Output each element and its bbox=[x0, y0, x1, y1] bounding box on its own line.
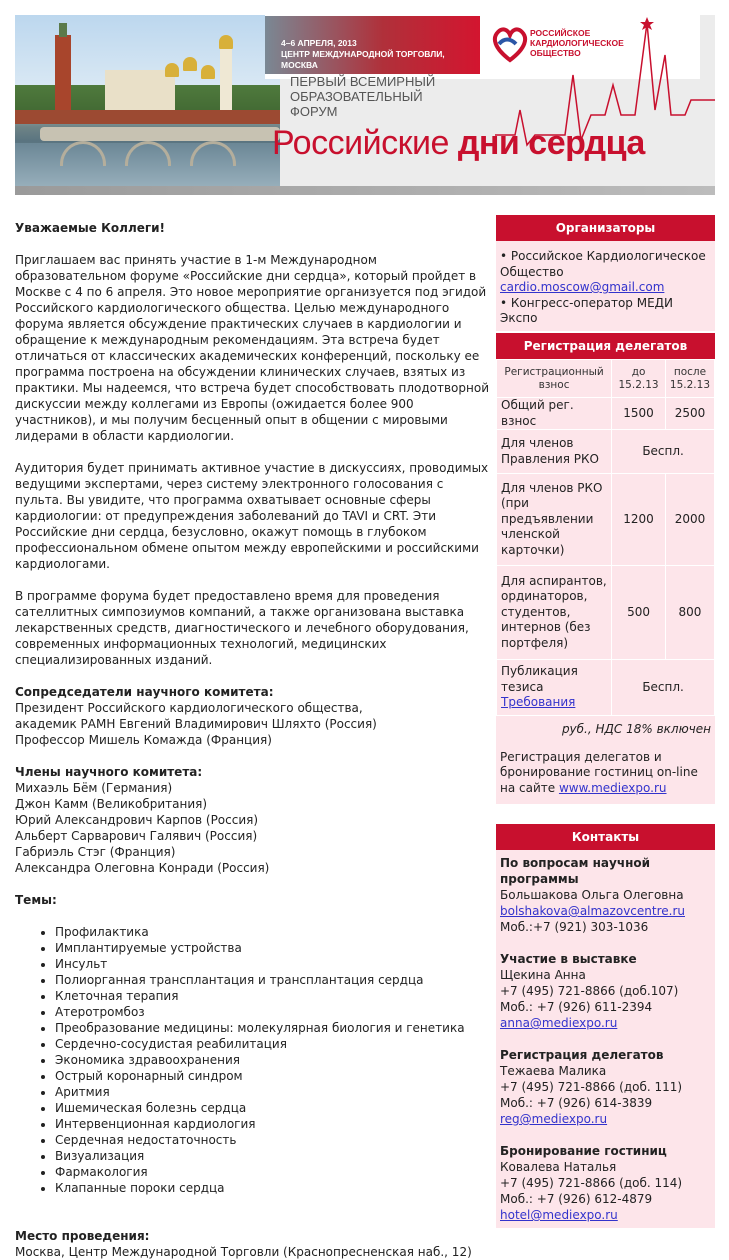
topic-item: • Фармакология bbox=[55, 1164, 490, 1180]
topic-item: • Полиорганная трансплантация и трансплантация сердца bbox=[55, 972, 490, 988]
fee-free: Беспл. bbox=[612, 430, 715, 474]
contact-email-link[interactable]: reg@mediexpo.ru bbox=[500, 1112, 608, 1126]
contact-line: Тежаева Малика bbox=[500, 1064, 607, 1078]
contact-line: Моб.: +7 (926) 611-2394 bbox=[500, 1000, 653, 1014]
committee-member: Юрий Александрович Карпов (Россия) bbox=[15, 813, 259, 827]
organizers-body bbox=[496, 241, 715, 331]
venue-text: Москва, Центр Международной Торговли (Краснопресненская наб., 12) bbox=[15, 1245, 472, 1259]
registration-box bbox=[496, 333, 715, 804]
forum-title-light: Российские bbox=[272, 124, 458, 162]
topic-item: • Экономика здравоохранения bbox=[55, 1052, 490, 1068]
forum-subtitle bbox=[290, 74, 460, 119]
topic-item: • Имплантируемые устройства bbox=[55, 940, 490, 956]
contact-line: +7 (495) 721-8866 (доб. 114) bbox=[500, 1176, 683, 1190]
table-row bbox=[497, 566, 715, 660]
committee-member: Габриэль Стэг (Франция) bbox=[15, 845, 176, 859]
fee-before: 1500 bbox=[612, 398, 666, 430]
topic-item: • Визуализация bbox=[55, 1148, 490, 1164]
fee-before: 500 bbox=[612, 566, 666, 660]
contact-title: По вопросам научной программы bbox=[500, 856, 651, 886]
contacts-heading: Контакты bbox=[496, 824, 715, 850]
forum-subtitle-line3: ФОРУМ bbox=[290, 104, 338, 119]
intro-paragraph-3: В программе форума будет предоставлено время для проведения сателлитных симпозиумов компаний, а также организована выставка лекарственных средств, диагностического и лечебного оборудования, современных информационных технологий, медицинских специализированных изданий. bbox=[15, 589, 469, 667]
contact-line: Большакова Ольга Олеговна bbox=[500, 888, 684, 902]
rko-logo-line3: ОБЩЕСТВО bbox=[530, 48, 581, 58]
fee-after: 2000 bbox=[665, 474, 714, 566]
contact-block bbox=[500, 1047, 711, 1127]
requirements-link[interactable]: Требования bbox=[501, 695, 576, 710]
contact-title: Участие в выставке bbox=[500, 952, 637, 966]
contact-line: Ковалева Наталья bbox=[500, 1160, 617, 1174]
fee-table bbox=[496, 359, 715, 716]
organizers-heading: Организаторы bbox=[496, 215, 715, 241]
topic-item: • Острый коронарный синдром bbox=[55, 1068, 490, 1084]
contact-title: Регистрация делегатов bbox=[500, 1048, 664, 1062]
committee-member: Александра Олеговна Конради (Россия) bbox=[15, 861, 270, 875]
contact-line: Моб.:+7 (921) 303-1036 bbox=[500, 920, 649, 934]
contact-block bbox=[500, 1143, 711, 1223]
organizer-email-link[interactable]: cardio.moscow@gmail.com bbox=[500, 280, 665, 294]
fee-row-label: Для аспирантов, ординаторов, студентов, интернов (без портфеля) bbox=[497, 566, 612, 660]
fee-after: 800 bbox=[665, 566, 714, 660]
topic-item: • Интервенционная кардиология bbox=[55, 1116, 490, 1132]
contact-line: Моб.: +7 (926) 614-3839 bbox=[500, 1096, 653, 1110]
forum-title-bold: дни сердца bbox=[457, 124, 645, 162]
venue-heading: Место проведения: bbox=[15, 1229, 150, 1243]
contact-line: +7 (495) 721-8866 (доб.107) bbox=[500, 984, 679, 998]
event-date: 4–6 АПРЕЛЯ, 2013 bbox=[281, 38, 357, 48]
vat-note: руб., НДС 18% включен bbox=[561, 722, 711, 736]
contact-line: Моб.: +7 (926) 612-4879 bbox=[500, 1192, 653, 1206]
topic-item: • Профилактика bbox=[55, 924, 490, 940]
forum-subtitle-line2: ОБРАЗОВАТЕЛЬНЫЙ bbox=[290, 89, 423, 104]
contacts-body bbox=[496, 850, 715, 1228]
col-after: после 15.2.13 bbox=[665, 360, 714, 398]
cochair-line: академик РАМН Евгений Владимирович Шляхто (Россия) bbox=[15, 717, 377, 731]
banner-bottom-strip bbox=[15, 186, 715, 195]
cochair-line: Президент Российского кардиологического общества, bbox=[15, 701, 363, 715]
contact-title: Бронирование гостиниц bbox=[500, 1144, 667, 1158]
contact-email-link[interactable]: bolshakova@almazovcentre.ru bbox=[500, 904, 685, 918]
intro-paragraph-2: Аудитория будет принимать активное участие в дискуссиях, проводимых ведущими экспертами, через систему электронного голосования с пульта. Вы увидите, что программа охватывает основные сферы кардиологии: от предупреждения заболеваний до TAVI и CRT. Эти Российские дни сердца, безусловно, окажут помощь в глубоком профессиональном обмене опытом между европейскими и российскими кардиологами. bbox=[15, 461, 489, 571]
organizer-rko: • Российское Кардиологическое Общество bbox=[500, 249, 706, 279]
contact-email-link[interactable]: anna@mediexpo.ru bbox=[500, 1016, 618, 1030]
organizer-item bbox=[500, 249, 709, 296]
contact-line: Щекина Анна bbox=[500, 968, 586, 982]
fee-after: 2500 bbox=[665, 398, 714, 430]
topic-item: • Клеточная терапия bbox=[55, 988, 490, 1004]
contact-block bbox=[500, 951, 711, 1031]
topic-item: • Атеротромбоз bbox=[55, 1004, 490, 1020]
topic-item: • Клапанные пороки сердца bbox=[55, 1180, 490, 1196]
fee-row-label: Для членов РКО (при предъявлении членской карточки) bbox=[497, 474, 612, 566]
topic-item: • Аритмия bbox=[55, 1084, 490, 1100]
cochairs-heading: Сопредседатели научного комитета: bbox=[15, 685, 274, 699]
col-fee-label: Регистрационный взнос bbox=[497, 360, 612, 398]
committee-member: Альберт Сарварович Галявич (Россия) bbox=[15, 829, 258, 843]
fee-before: 1200 bbox=[612, 474, 666, 566]
fee-table-header bbox=[497, 360, 715, 398]
registration-heading: Регистрация делегатов bbox=[496, 333, 715, 359]
fee-row-label: Для членов Правления РКО bbox=[497, 430, 612, 474]
fee-row-label bbox=[497, 660, 612, 716]
topic-item: • Ишемическая болезнь сердца bbox=[55, 1100, 490, 1116]
contacts-box bbox=[496, 824, 715, 1228]
table-row bbox=[497, 430, 715, 474]
topic-item: • Преобразование медицины: молекулярная биология и генетика bbox=[55, 1020, 490, 1036]
publication-label: Публикация тезиса bbox=[501, 664, 578, 694]
rko-logo-line1: РОССИЙСКОЕ bbox=[530, 28, 591, 38]
topic-item: • Инсульт bbox=[55, 956, 490, 972]
online-registration-text: Регистрация делегатов и бронирование гостиниц on-line на сайте bbox=[500, 749, 698, 795]
online-registration-note bbox=[496, 744, 715, 805]
committee-member: Михаэль Бём (Германия) bbox=[15, 781, 173, 795]
contact-line: +7 (495) 721-8866 (доб. 111) bbox=[500, 1080, 683, 1094]
col-before: до 15.2.13 bbox=[612, 360, 666, 398]
committee-member: Джон Камм (Великобритания) bbox=[15, 797, 208, 811]
fee-free: Беспл. bbox=[612, 660, 715, 716]
topics-list bbox=[15, 924, 490, 1196]
date-venue-tag bbox=[265, 16, 480, 74]
fee-row-label: Общий рег. взнос bbox=[497, 398, 612, 430]
main-content bbox=[15, 220, 490, 1260]
kremlin-photo bbox=[15, 15, 280, 195]
topics-heading: Темы: bbox=[15, 893, 57, 907]
rko-logo-line2: КАРДИОЛОГИЧЕСКОЕ bbox=[530, 38, 624, 48]
event-venue-line1: ЦЕНТР МЕЖДУНАРОДНОЙ ТОРГОВЛИ, bbox=[281, 49, 445, 59]
contact-email-link[interactable]: hotel@mediexpo.ru bbox=[500, 1208, 618, 1222]
organizer-item: • Конгресс-оператор МЕДИ Экспо bbox=[500, 295, 674, 325]
organizers-box bbox=[496, 215, 715, 331]
table-row bbox=[497, 398, 715, 430]
cochair-line: Профессор Мишель Комажда (Франция) bbox=[15, 733, 272, 747]
greeting: Уважаемые Коллеги! bbox=[15, 221, 166, 235]
mediexpo-site-link[interactable]: www.mediexpo.ru bbox=[558, 780, 667, 795]
contact-block bbox=[500, 855, 711, 935]
table-row bbox=[497, 660, 715, 716]
event-venue-line2: МОСКВА bbox=[281, 60, 318, 70]
intro-paragraph-1: Приглашаем вас принять участие в 1-м Международном образовательном форуме «Российские дни сердца», который пройдет в Москве с 4 по 6 апреля. Это новое мероприятие организуется под эгидой Российского кардиологического общества. Целью международного форума является обсуждение практических случаев в кардиологии и обращение к международным рекомендациям. Эта встреча будет отличаться от классических академических конференций, поскольку ее программа построена на обсуждении клинических случаев, взятых из практики. Мы надеемся, что встреча будет способствовать плодотворной дискуссии между коллегами из Европы (ожидается более 900 участников), и мы получим бесценный опыт в общении с мировыми лидерами в области кардиологии. bbox=[15, 253, 490, 443]
topic-item: • Сердечно-сосудистая реабилитация bbox=[55, 1036, 490, 1052]
table-row bbox=[497, 474, 715, 566]
topic-item: • Сердечная недостаточность bbox=[55, 1132, 490, 1148]
ecg-line-icon bbox=[495, 15, 715, 165]
committee-heading: Члены научного комитета: bbox=[15, 765, 203, 779]
forum-subtitle-line1: ПЕРВЫЙ ВСЕМИРНЫЙ bbox=[290, 74, 436, 89]
